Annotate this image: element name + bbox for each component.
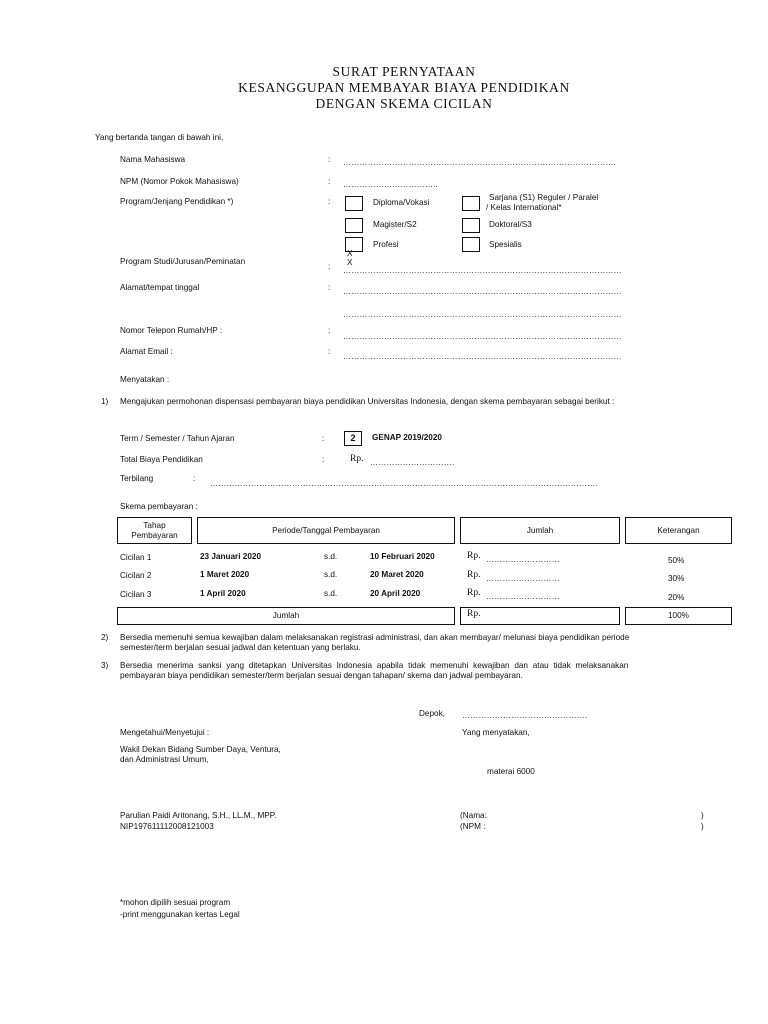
spesialis-checkbox[interactable] xyxy=(462,237,480,252)
row1-end: 10 Februari 2020 xyxy=(370,552,435,561)
item1-number: 1) xyxy=(101,397,109,406)
row3-rp: Rp. xyxy=(467,588,481,598)
diploma-label: Diploma/Vokasi xyxy=(373,198,430,207)
colon: : xyxy=(193,474,196,483)
checkbox-mark: X xyxy=(347,258,353,267)
telepon-field[interactable]: ………………………………………………………………………………………… xyxy=(343,332,622,341)
colon: : xyxy=(328,177,331,186)
header-keterangan: Keterangan xyxy=(625,517,732,544)
alamat-label: Alamat/tempat tinggal xyxy=(120,283,200,292)
item3-line1: Bersedia menerima sanksi yang ditetapkan Universitas Indonesia apabila tidak memenuhi kewajiban dan atau tidak melaksanakan xyxy=(120,661,629,670)
row3-start: 1 April 2020 xyxy=(200,589,246,598)
nama-label: Nama Mahasiswa xyxy=(120,155,186,164)
sarjana-label-line1: Sarjana (S1) Reguler / Paralel xyxy=(489,193,599,202)
row2-end: 20 Maret 2020 xyxy=(370,570,424,579)
sarjana-checkbox[interactable] xyxy=(462,196,480,211)
row1-rp: Rp. xyxy=(467,551,481,561)
row1-sd: s.d. xyxy=(324,552,338,561)
prodi-field[interactable]: ………………………………………………………………………………………… xyxy=(343,266,622,275)
total-row-keterangan-cell xyxy=(625,607,732,625)
row2-start: 1 Maret 2020 xyxy=(200,570,250,579)
sarjana-label-line2: / Kelas International* xyxy=(486,203,562,212)
document-title-line2: KESANGGUPAN MEMBAYAR BIAYA PENDIDIKAN xyxy=(238,80,570,95)
document-title-line1: SURAT PERNYATAAN xyxy=(332,64,476,79)
total-rp: Rp. xyxy=(350,454,364,464)
row3-sd: s.d. xyxy=(324,589,338,598)
magister-label: Magister/S2 xyxy=(373,220,417,229)
colon: : xyxy=(328,347,331,356)
header-periode: Periode/Tanggal Pembayaran xyxy=(197,517,455,544)
signature-place: Depok, xyxy=(419,709,445,718)
document-title-line3: DENGAN SKEMA CICILAN xyxy=(315,96,493,111)
row2-sd: s.d. xyxy=(324,570,338,579)
colon: : xyxy=(328,197,331,206)
row3-keterangan: 20% xyxy=(668,593,685,602)
email-label: Alamat Email : xyxy=(120,347,173,356)
row3-amount[interactable]: ……………………… xyxy=(486,592,560,601)
row1-label: Cicilan 1 xyxy=(120,553,152,562)
terbilang-label: Terbilang xyxy=(120,474,154,483)
wakil-dekan-line2: dan Administrasi Umum, xyxy=(120,755,209,764)
signer-npm-label: (NPM : xyxy=(460,822,486,831)
colon: : xyxy=(322,455,325,464)
wakil-dekan-line1: Wakil Dekan Bidang Sumber Daya, Ventura, xyxy=(120,745,281,754)
signer-npm-close: ) xyxy=(701,822,704,831)
term-name: GENAP 2019/2020 xyxy=(372,433,442,442)
footnote-1: *mohon dipilih sesuai program xyxy=(120,898,231,907)
menyatakan-label: Menyatakan : xyxy=(120,375,170,384)
program-label: Program/Jenjang Pendidikan *) xyxy=(120,197,234,206)
signature-date-field[interactable]: ………………………………………. xyxy=(462,711,588,720)
colon: : xyxy=(328,326,331,335)
row1-start: 23 Januari 2020 xyxy=(200,552,261,561)
colon: : xyxy=(328,155,331,164)
official-name: Parulian Paidi Aritonang, S.H., LL.M., MPP. xyxy=(120,811,277,820)
item2-line1: Bersedia memenuhi semua kewajiban dalam melaksanakan registrasi administrasi, dan akan membayar/ melunasi biaya pendidikan periode xyxy=(120,633,630,642)
row2-amount[interactable]: ……………………… xyxy=(486,574,560,583)
total-row-keterangan: 100% xyxy=(668,611,689,620)
row1-keterangan: 50% xyxy=(668,556,685,565)
alamat-field-line2[interactable]: ………………………………………………………………………………………… xyxy=(343,310,622,319)
colon: : xyxy=(328,262,331,271)
row2-keterangan: 30% xyxy=(668,574,685,583)
total-row-amount[interactable] xyxy=(460,607,620,625)
profesi-label: Profesi xyxy=(373,240,399,249)
diploma-checkbox[interactable] xyxy=(345,196,363,211)
row3-end: 20 April 2020 xyxy=(370,589,421,598)
total-row-rp: Rp. xyxy=(467,609,481,619)
item3-line2: pembayaran biaya pendidikan semester/term berjalan sesuai dengan tahapan/ skema dan jadwal pembayaran. xyxy=(120,671,523,680)
nama-field[interactable]: ………………………………………………………………………………………. xyxy=(343,158,617,167)
signer-nama-label: (Nama: xyxy=(460,811,487,820)
footnote-2: -print menggunakan kertas Legal xyxy=(120,910,240,919)
prodi-label: Program Studi/Jurusan/Peminatan xyxy=(120,257,246,266)
total-field[interactable]: …………………………. xyxy=(370,458,455,467)
term-label: Term / Semester / Tahun Ajaran xyxy=(120,434,235,443)
colon: : xyxy=(322,434,325,443)
materai-label: materai 6000 xyxy=(487,767,535,776)
terbilang-field[interactable]: ……………………………………………………………………………………………………………………………. xyxy=(210,479,598,488)
npm-label: NPM (Nomor Pokok Mahasiswa) xyxy=(120,177,239,186)
alamat-field-line1[interactable]: ………………………………………………………………………………………… xyxy=(343,287,622,296)
item3-number: 3) xyxy=(101,661,109,670)
item2-number: 2) xyxy=(101,633,109,642)
total-label: Total Biaya Pendidikan xyxy=(120,455,203,464)
telepon-label: Nomor Telepon Rumah/HP : xyxy=(120,326,223,335)
doktoral-label: Doktoral/S3 xyxy=(489,220,532,229)
intro-text: Yang bertanda tangan di bawah ini, xyxy=(95,133,224,142)
row2-label: Cicilan 2 xyxy=(120,571,152,580)
row3-label: Cicilan 3 xyxy=(120,590,152,599)
yang-menyatakan-label: Yang menyatakan, xyxy=(462,728,530,737)
npm-field[interactable]: …………………………….. xyxy=(343,180,439,189)
spesialis-label: Spesialis xyxy=(489,240,522,249)
item2-line2: semester/term berjalan sesuai jadwal dan ketentuan yang berlaku. xyxy=(120,643,361,652)
checkbox-mark: X xyxy=(347,249,353,258)
colon: : xyxy=(328,283,331,292)
row2-rp: Rp. xyxy=(467,570,481,580)
header-jumlah: Jumlah xyxy=(460,517,620,544)
doktoral-checkbox[interactable] xyxy=(462,218,480,233)
skema-label: Skema pembayaran : xyxy=(120,502,198,511)
official-nip: NIP197611112008121003 xyxy=(120,822,214,831)
email-field[interactable]: ………………………………………………………………………………………… xyxy=(343,352,622,361)
item1-text: Mengajukan permohonan dispensasi pembayaran biaya pendidikan Universitas Indonesia, dengan skema pembayaran sebagai berikut : xyxy=(120,397,615,406)
term-number-box[interactable]: 2 xyxy=(344,431,362,446)
magister-checkbox[interactable] xyxy=(345,218,363,233)
mengetahui-label: Mengetahui/Menyetujui : xyxy=(120,728,210,737)
signer-nama-close: ) xyxy=(701,811,704,820)
row1-amount[interactable]: ……………………… xyxy=(486,555,560,564)
header-tahap-line1: Tahap xyxy=(143,520,166,530)
total-row-label: Jumlah xyxy=(117,607,455,625)
header-tahap xyxy=(117,517,192,544)
header-tahap-line2: Pembayaran xyxy=(131,530,178,540)
